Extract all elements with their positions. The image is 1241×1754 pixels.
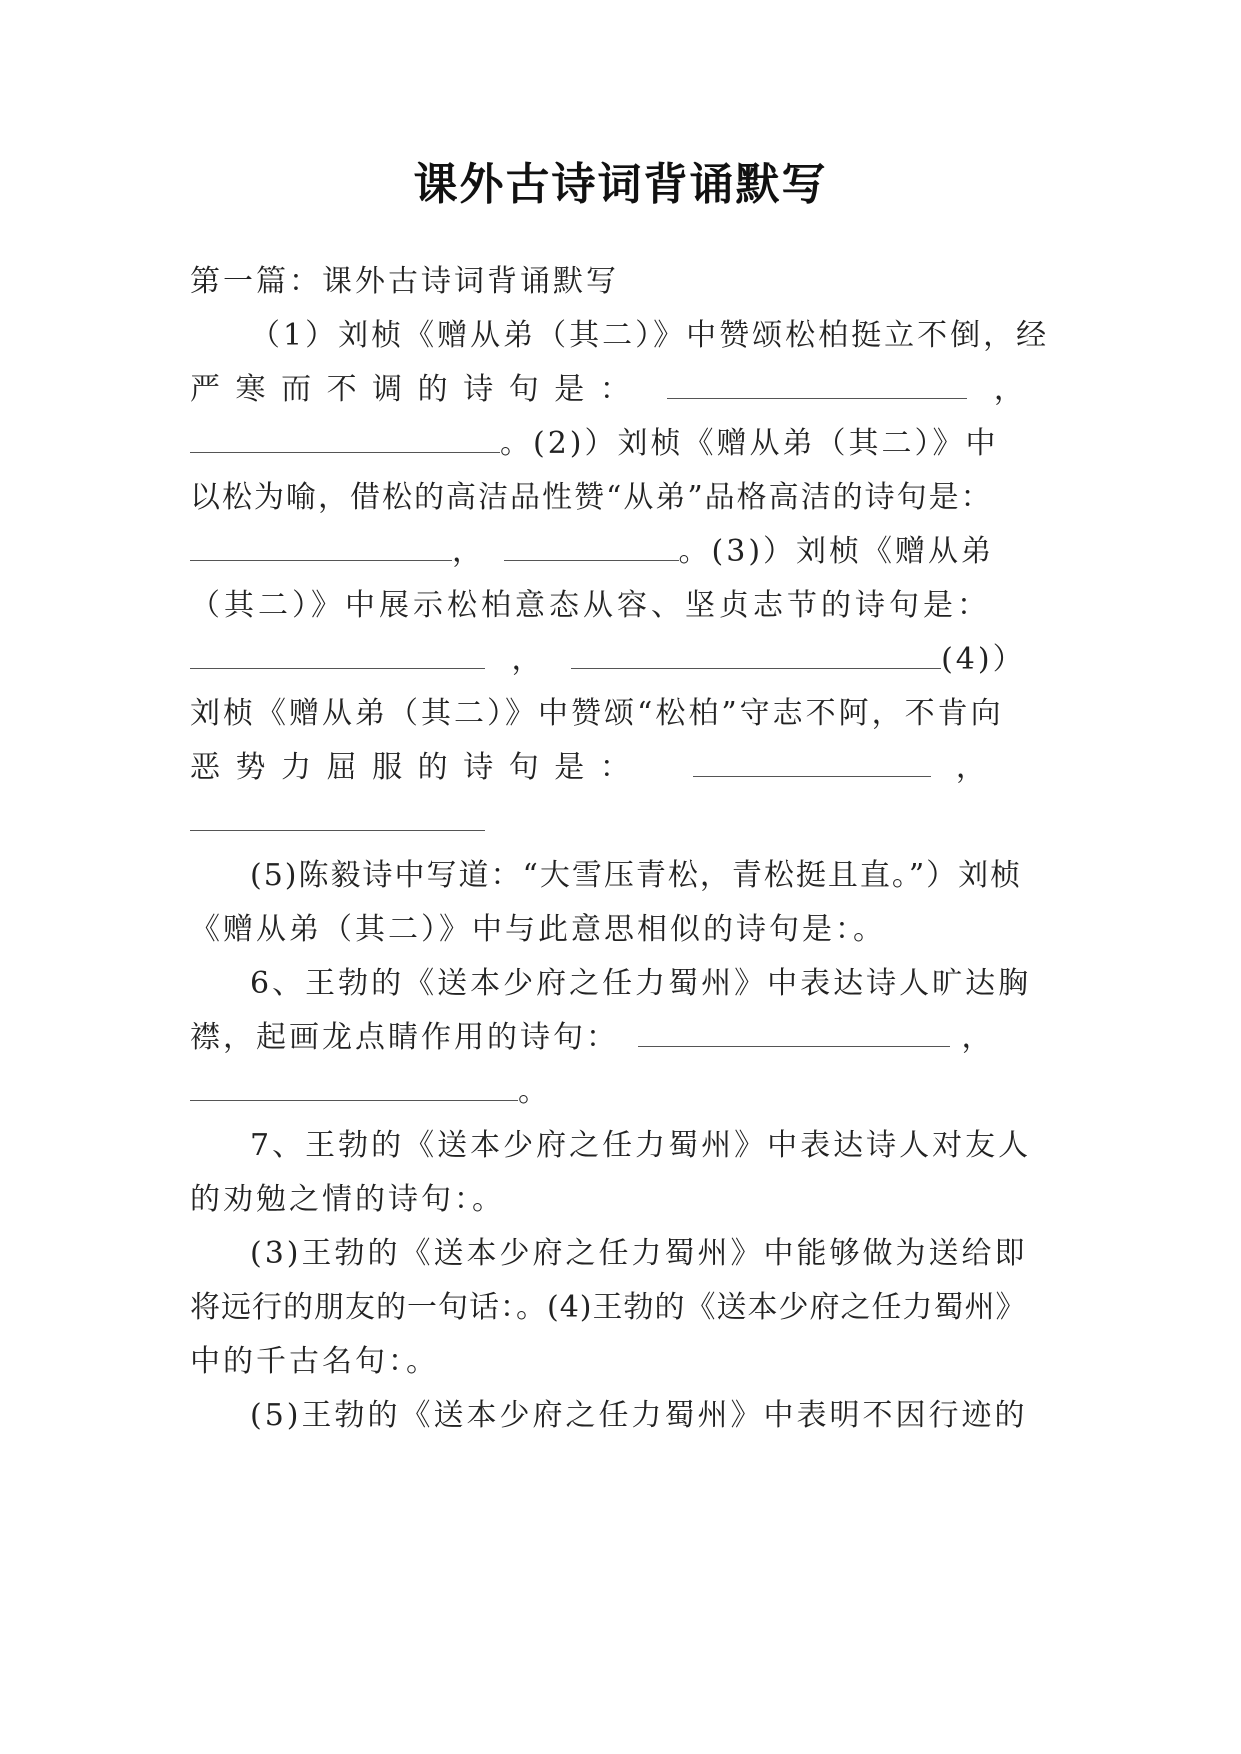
text-line: （1）刘桢《赠从弟（其二）》中赞颂松柏挺立不倒，经: [250, 318, 1050, 353]
text-line: [190, 370, 1050, 410]
text-line: [190, 748, 1050, 788]
text-line: （其二）》中展示松柏意态从容、坚贞志节的诗句是：: [190, 588, 991, 623]
text-line: 将远行的朋友的一句话：。(4)王勃的《送本少府之任力蜀州》: [190, 1290, 1027, 1325]
text-line: (3)王勃的《送本少府之任力蜀州》中能够做为送给即: [250, 1236, 1028, 1271]
text-segment: 。(3)）刘桢《赠从弟: [678, 534, 995, 569]
answer-blank[interactable]: [638, 1018, 950, 1047]
text-segment: 。: [518, 1074, 551, 1109]
text-segment: 严 寒 而 不 调 的 诗 句 是 ：: [190, 372, 633, 407]
text-segment: ，: [511, 642, 545, 677]
text-segment: 。(2)）刘桢《赠从弟（其二）》中: [500, 426, 999, 461]
answer-blank[interactable]: [190, 424, 500, 453]
text-line: [190, 424, 1050, 464]
text-segment: 襟，起画龙点睛作用的诗句：: [190, 1020, 619, 1055]
text-line: (5)陈毅诗中写道：“大雪压青松，青松挺且直。”）刘桢: [250, 858, 1023, 893]
text-line: 的劝勉之情的诗句：。: [190, 1182, 505, 1217]
text-line: (5)王勃的《送本少府之任力蜀州》中表明不因行迹的: [250, 1398, 1028, 1433]
answer-blank[interactable]: [190, 1072, 518, 1101]
answer-blank[interactable]: [693, 748, 931, 777]
document-title: 课外古诗词背诵默写: [413, 159, 828, 210]
text-line: 7、王勃的《送本少府之任力蜀州》中表达诗人对友人: [250, 1128, 1032, 1163]
text-segment: 恶 势 力 屈 服 的 诗 句 是 ：: [190, 750, 633, 785]
text-line: 6、王勃的《送本少府之任力蜀州》中表达诗人旷达胸: [250, 966, 1032, 1001]
answer-blank[interactable]: [190, 640, 485, 669]
text-line: 《赠从弟（其二）》中与此意思相似的诗句是：。: [190, 912, 886, 947]
text-line: 刘桢《赠从弟（其二）》中赞颂“松柏”守志不阿，不肯向: [190, 696, 1004, 731]
answer-blank[interactable]: [190, 532, 452, 561]
answer-blank[interactable]: [571, 640, 941, 669]
text-line: [190, 532, 1050, 572]
text-line: [190, 1018, 1050, 1058]
text-line: 中的千古名句：。: [190, 1344, 439, 1379]
text-segment: ，: [452, 534, 485, 569]
text-segment: (4)）: [941, 642, 1026, 677]
text-line: [190, 640, 1050, 680]
answer-blank[interactable]: [190, 802, 485, 831]
text-line: [190, 802, 1050, 842]
text-segment: ，: [993, 372, 1027, 407]
answer-blank[interactable]: [504, 532, 679, 561]
text-segment: ，: [961, 1020, 995, 1055]
section-heading: 第一篇：课外古诗词背诵默写: [190, 264, 619, 299]
text-line: 以松为喻，借松的高洁品性赞“从弟”品格高洁的诗句是：: [190, 480, 993, 515]
text-segment: ，: [955, 750, 989, 785]
answer-blank[interactable]: [667, 370, 967, 399]
text-line: [190, 1072, 1050, 1112]
